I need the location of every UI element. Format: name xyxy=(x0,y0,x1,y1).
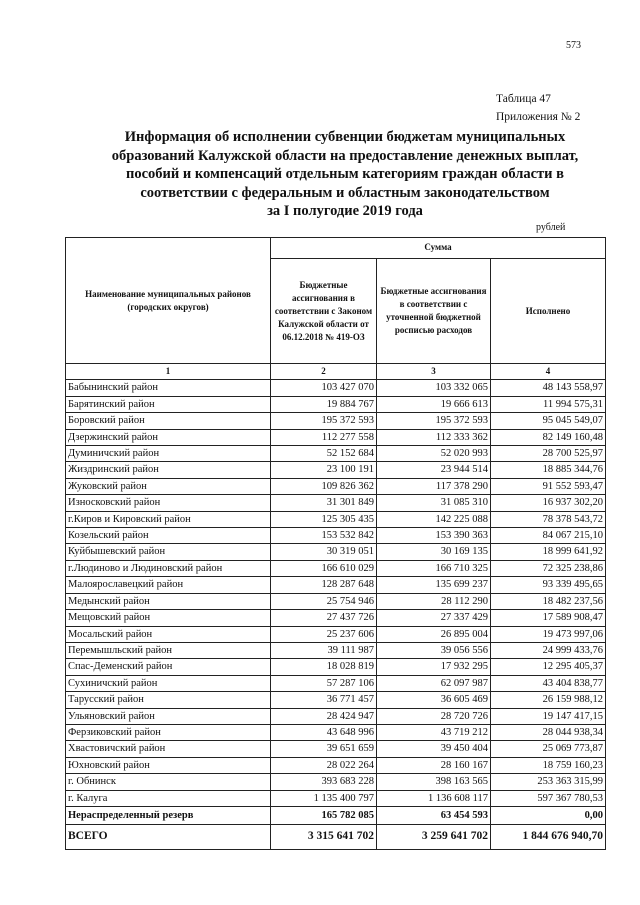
district-name: Медынский район xyxy=(66,593,271,609)
value-col3: 135 699 237 xyxy=(377,577,491,593)
page-number: 573 xyxy=(566,40,581,51)
district-name: г.Киров и Кировский район xyxy=(66,511,271,527)
value-col3: 398 163 565 xyxy=(377,774,491,790)
value-col4: 26 159 988,12 xyxy=(491,692,606,708)
table-row xyxy=(66,478,606,494)
table-row xyxy=(66,560,606,576)
district-name: Жуковский район xyxy=(66,478,271,494)
appendix-label: Приложения № 2 xyxy=(496,111,581,123)
value-col2: 39 651 659 xyxy=(271,741,377,757)
district-name: г. Обнинск xyxy=(66,774,271,790)
district-name: г.Людиново и Людиновский район xyxy=(66,560,271,576)
value-col3: 28 720 726 xyxy=(377,708,491,724)
value-col2: 19 884 767 xyxy=(271,396,377,412)
value-col3: 153 390 363 xyxy=(377,528,491,544)
table-row xyxy=(66,724,606,740)
value-col2: 393 683 228 xyxy=(271,774,377,790)
district-name: Козельский район xyxy=(66,528,271,544)
table-row xyxy=(66,675,606,691)
district-name: Износковский район xyxy=(66,495,271,511)
table-row xyxy=(66,429,606,445)
district-name: Мещовский район xyxy=(66,610,271,626)
value-col4: 11 994 575,31 xyxy=(491,396,606,412)
district-name: Хвастовичский район xyxy=(66,741,271,757)
value-col4: 72 325 238,86 xyxy=(491,560,606,576)
header-sum: Сумма xyxy=(271,238,606,259)
reserve-col2: 165 782 085 xyxy=(271,806,377,824)
district-name: Ферзиковский район xyxy=(66,724,271,740)
total-name: ВСЕГО xyxy=(66,824,271,849)
district-name: Сухиничский район xyxy=(66,675,271,691)
table-row xyxy=(66,396,606,412)
table-row xyxy=(66,610,606,626)
value-col3: 28 112 290 xyxy=(377,593,491,609)
column-number: 1 xyxy=(66,364,271,380)
table-reference xyxy=(496,90,580,126)
value-col2: 31 301 849 xyxy=(271,495,377,511)
table-row xyxy=(66,528,606,544)
value-col4: 78 378 543,72 xyxy=(491,511,606,527)
table-row xyxy=(66,708,606,724)
table-row xyxy=(66,692,606,708)
reserve-row xyxy=(66,806,606,824)
value-col2: 36 771 457 xyxy=(271,692,377,708)
value-col4: 19 473 997,06 xyxy=(491,626,606,642)
title-line: соответствии с федеральным и областным законодательством xyxy=(140,184,550,201)
table-row xyxy=(66,593,606,609)
value-col3: 28 160 167 xyxy=(377,757,491,773)
value-col4: 18 759 160,23 xyxy=(491,757,606,773)
district-name: Дзержинский район xyxy=(66,429,271,445)
value-col3: 17 932 295 xyxy=(377,659,491,675)
district-name: Бабынинский район xyxy=(66,380,271,396)
table-row xyxy=(66,446,606,462)
value-col3: 117 378 290 xyxy=(377,478,491,494)
value-col4: 18 999 641,92 xyxy=(491,544,606,560)
column-number: 4 xyxy=(491,364,606,380)
table-row xyxy=(66,413,606,429)
value-col3: 23 944 514 xyxy=(377,462,491,478)
total-row xyxy=(66,824,606,849)
title-line: образований Калужской области на предоставление денежных выплат, xyxy=(111,147,579,164)
table-label: Таблица 47 xyxy=(496,93,551,105)
unit-label: рублей xyxy=(536,222,566,233)
table-body xyxy=(66,380,606,807)
value-col2: 28 022 264 xyxy=(271,757,377,773)
value-col2: 153 532 842 xyxy=(271,528,377,544)
value-col4: 84 067 215,10 xyxy=(491,528,606,544)
value-col3: 39 450 404 xyxy=(377,741,491,757)
value-col3: 27 337 429 xyxy=(377,610,491,626)
district-name: Ульяновский район xyxy=(66,708,271,724)
value-col4: 28 044 938,34 xyxy=(491,724,606,740)
district-name: Перемышльский район xyxy=(66,642,271,658)
district-name: Боровский район xyxy=(66,413,271,429)
district-name: Малоярославецкий район xyxy=(66,577,271,593)
value-col2: 112 277 558 xyxy=(271,429,377,445)
value-col4: 95 045 549,07 xyxy=(491,413,606,429)
value-col2: 25 754 946 xyxy=(271,593,377,609)
value-col2: 43 648 996 xyxy=(271,724,377,740)
value-col4: 24 999 433,76 xyxy=(491,642,606,658)
value-col2: 103 427 070 xyxy=(271,380,377,396)
value-col4: 18 482 237,56 xyxy=(491,593,606,609)
value-col4: 12 295 405,37 xyxy=(491,659,606,675)
value-col3: 30 169 135 xyxy=(377,544,491,560)
table-row xyxy=(66,659,606,675)
district-name: Жиздринский район xyxy=(66,462,271,478)
value-col2: 195 372 593 xyxy=(271,413,377,429)
district-name: Барятинский район xyxy=(66,396,271,412)
reserve-col3: 63 454 593 xyxy=(377,806,491,824)
value-col3: 26 895 004 xyxy=(377,626,491,642)
value-col3: 31 085 310 xyxy=(377,495,491,511)
table-row xyxy=(66,741,606,757)
reserve-name: Нераспределенный резерв xyxy=(66,806,271,824)
value-col4: 93 339 495,65 xyxy=(491,577,606,593)
value-col3: 19 666 613 xyxy=(377,396,491,412)
value-col2: 57 287 106 xyxy=(271,675,377,691)
value-col4: 43 404 838,77 xyxy=(491,675,606,691)
district-name: Спас-Деменский район xyxy=(66,659,271,675)
header-col2: Бюджетные ассигнования в соответствии с Законом Калужской области от 06.12.2018 № 419-ОЗ xyxy=(271,259,377,364)
value-col4: 28 700 525,97 xyxy=(491,446,606,462)
title-line: Информация об исполнении субвенции бюджетам муниципальных xyxy=(124,129,566,145)
header-col3: Бюджетные ассигнования в соответствии с уточненной бюджетной росписью расходов xyxy=(377,259,491,364)
value-col4: 91 552 593,47 xyxy=(491,478,606,494)
table-row xyxy=(66,495,606,511)
table-row xyxy=(66,511,606,527)
district-name: Юхновский район xyxy=(66,757,271,773)
value-col4: 18 885 344,76 xyxy=(491,462,606,478)
total-col4: 1 844 676 940,70 xyxy=(491,824,606,849)
column-number: 2 xyxy=(271,364,377,380)
value-col2: 39 111 987 xyxy=(271,642,377,658)
value-col2: 1 135 400 797 xyxy=(271,790,377,806)
value-col2: 52 152 684 xyxy=(271,446,377,462)
value-col2: 125 305 435 xyxy=(271,511,377,527)
value-col3: 1 136 608 117 xyxy=(377,790,491,806)
value-col2: 128 287 648 xyxy=(271,577,377,593)
value-col2: 166 610 029 xyxy=(271,560,377,576)
value-col3: 62 097 987 xyxy=(377,675,491,691)
document-title xyxy=(70,128,620,221)
value-col2: 27 437 726 xyxy=(271,610,377,626)
title-line: за I полугодие 2019 года xyxy=(267,203,423,219)
value-col3: 103 332 065 xyxy=(377,380,491,396)
value-col3: 52 020 993 xyxy=(377,446,491,462)
table-row xyxy=(66,544,606,560)
data-table xyxy=(65,237,606,850)
total-col2: 3 315 641 702 xyxy=(271,824,377,849)
district-name: г. Калуга xyxy=(66,790,271,806)
column-number: 3 xyxy=(377,364,491,380)
reserve-col4: 0,00 xyxy=(491,806,606,824)
district-name: Мосальский район xyxy=(66,626,271,642)
table-row xyxy=(66,380,606,396)
value-col4: 597 367 780,53 xyxy=(491,790,606,806)
header-name: Наименование муниципальных районов (городских округов) xyxy=(66,238,271,364)
header-col4: Исполнено xyxy=(491,259,606,364)
value-col3: 36 605 469 xyxy=(377,692,491,708)
value-col4: 253 363 315,99 xyxy=(491,774,606,790)
district-name: Думиничский район xyxy=(66,446,271,462)
table-row xyxy=(66,642,606,658)
district-name: Тарусский район xyxy=(66,692,271,708)
value-col3: 112 333 362 xyxy=(377,429,491,445)
value-col2: 28 424 947 xyxy=(271,708,377,724)
table-row xyxy=(66,757,606,773)
value-col4: 25 069 773,87 xyxy=(491,741,606,757)
table-row xyxy=(66,626,606,642)
table-row xyxy=(66,577,606,593)
value-col3: 166 710 325 xyxy=(377,560,491,576)
value-col4: 48 143 558,97 xyxy=(491,380,606,396)
value-col2: 109 826 362 xyxy=(271,478,377,494)
value-col4: 19 147 417,15 xyxy=(491,708,606,724)
value-col4: 17 589 908,47 xyxy=(491,610,606,626)
value-col2: 18 028 819 xyxy=(271,659,377,675)
table-row xyxy=(66,790,606,806)
value-col4: 16 937 302,20 xyxy=(491,495,606,511)
value-col3: 39 056 556 xyxy=(377,642,491,658)
district-name: Куйбышевский район xyxy=(66,544,271,560)
value-col3: 195 372 593 xyxy=(377,413,491,429)
value-col3: 43 719 212 xyxy=(377,724,491,740)
title-line: пособий и компенсаций отдельным категориям граждан области в xyxy=(126,166,564,182)
value-col2: 30 319 051 xyxy=(271,544,377,560)
table-row xyxy=(66,462,606,478)
table-row xyxy=(66,774,606,790)
value-col4: 82 149 160,48 xyxy=(491,429,606,445)
total-col3: 3 259 641 702 xyxy=(377,824,491,849)
value-col2: 25 237 606 xyxy=(271,626,377,642)
value-col2: 23 100 191 xyxy=(271,462,377,478)
value-col3: 142 225 088 xyxy=(377,511,491,527)
